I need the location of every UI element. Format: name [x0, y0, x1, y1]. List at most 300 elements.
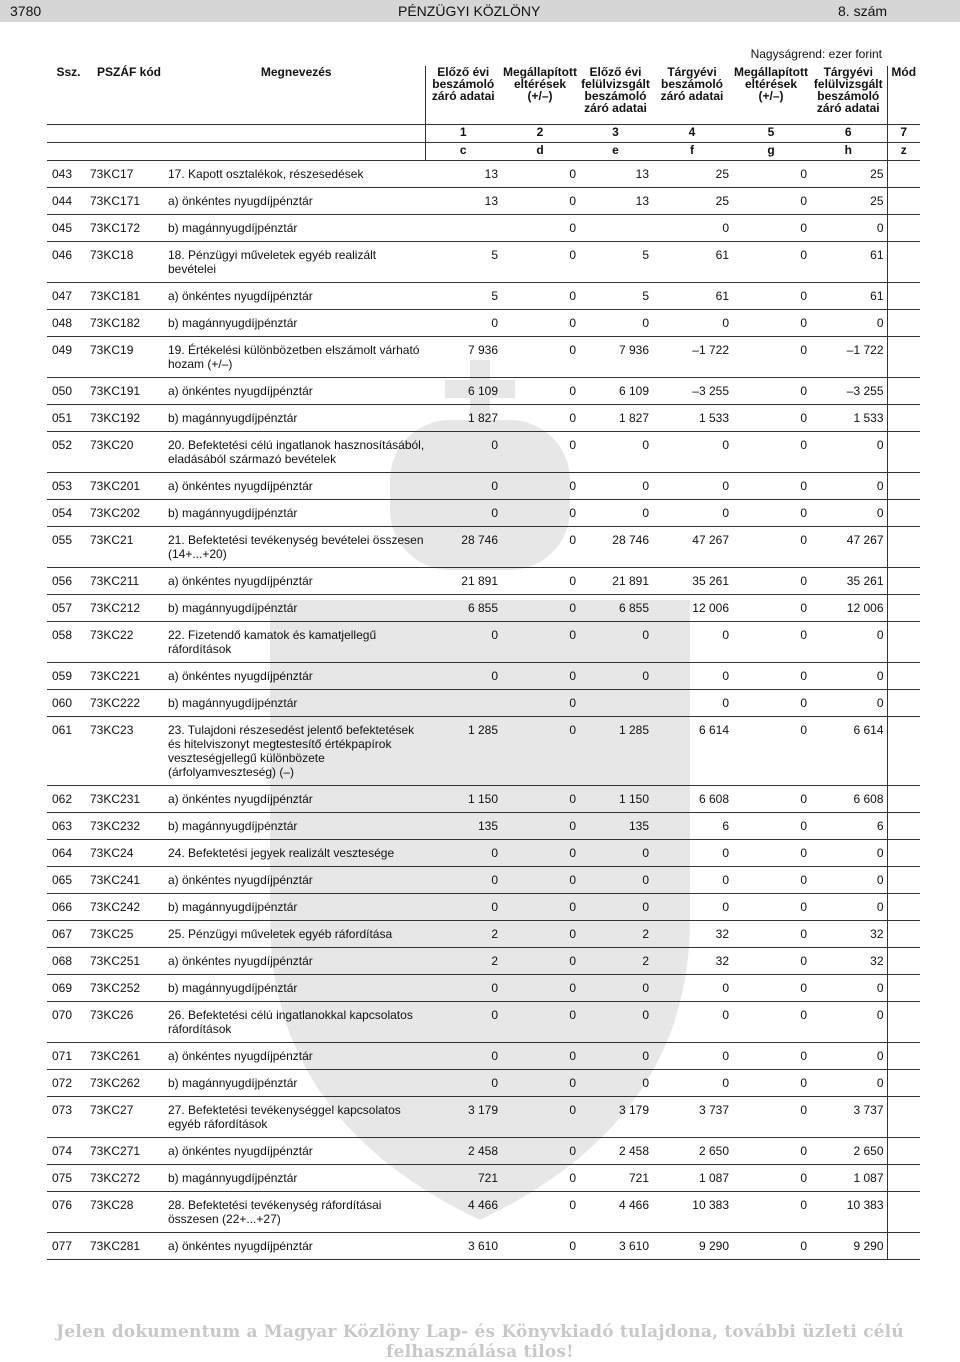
cell-d: 0 [501, 1165, 579, 1192]
cell-f: 10 383 [652, 1192, 732, 1233]
cell-mode [887, 1138, 920, 1165]
cell-e: 3 179 [579, 1097, 652, 1138]
col-number-e: 3 [579, 125, 652, 143]
cell-h: 0 [810, 310, 887, 337]
cell-mode [887, 840, 920, 867]
table-row [47, 663, 920, 690]
cell-c [425, 215, 501, 242]
cell-e: 0 [579, 663, 652, 690]
cell-name: b) magánnyugdíjpénztár [168, 1070, 425, 1097]
col-header-name: Megnevezés [168, 66, 425, 125]
copyright-footer: Jelen dokumentum a Magyar Közlöny Lap- és Könyvkiadó tulajdona, további üzleti célú felhasználása tilos! [56, 1322, 904, 1362]
cell-c: 0 [425, 500, 501, 527]
cell-name: 25. Pénzügyi műveletek egyéb ráfordítása [168, 921, 425, 948]
cell-mode [887, 921, 920, 948]
cell-g: 0 [732, 840, 810, 867]
cell-h: 0 [810, 867, 887, 894]
cell-code: 73KC221 [90, 663, 168, 690]
cell-h: 6 [810, 813, 887, 840]
cell-h: 0 [810, 215, 887, 242]
col-letter-c: c [425, 143, 501, 161]
cell-g: 0 [732, 337, 810, 378]
financial-table [47, 66, 920, 1260]
cell-g: 0 [732, 1138, 810, 1165]
unit-note: Nagyságrend: ezer forint [750, 47, 882, 61]
cell-name: b) magánnyugdíjpénztár [168, 500, 425, 527]
cell-h: 6 614 [810, 717, 887, 786]
cell-ssz: 069 [47, 975, 90, 1002]
cell-c: 135 [425, 813, 501, 840]
cell-ssz: 057 [47, 595, 90, 622]
cell-name: 17. Kapott osztalékok, részesedések [168, 161, 425, 188]
cell-ssz: 046 [47, 242, 90, 283]
cell-h: 1 087 [810, 1165, 887, 1192]
cell-h: 35 261 [810, 568, 887, 595]
cell-e: 0 [579, 1043, 652, 1070]
cell-h: 10 383 [810, 1192, 887, 1233]
cell-f: 61 [652, 283, 732, 310]
cell-c: 0 [425, 840, 501, 867]
cell-code: 73KC232 [90, 813, 168, 840]
cell-code: 73KC17 [90, 161, 168, 188]
header-letter-row [47, 143, 920, 161]
cell-ssz: 051 [47, 405, 90, 432]
cell-f: 0 [652, 840, 732, 867]
cell-code: 73KC201 [90, 473, 168, 500]
cell-name: a) önkéntes nyugdíjpénztár [168, 1043, 425, 1070]
cell-g: 0 [732, 786, 810, 813]
cell-c: 3 179 [425, 1097, 501, 1138]
table-row [47, 215, 920, 242]
cell-g: 0 [732, 500, 810, 527]
cell-e: 1 285 [579, 717, 652, 786]
cell-ssz: 054 [47, 500, 90, 527]
cell-e: 721 [579, 1165, 652, 1192]
cell-d: 0 [501, 867, 579, 894]
cell-d: 0 [501, 975, 579, 1002]
cell-h: 0 [810, 840, 887, 867]
cell-g: 0 [732, 405, 810, 432]
table-row [47, 975, 920, 1002]
cell-f: 0 [652, 622, 732, 663]
cell-c: 0 [425, 622, 501, 663]
cell-c: 0 [425, 310, 501, 337]
cell-e: 2 [579, 948, 652, 975]
cell-name: a) önkéntes nyugdíjpénztár [168, 1138, 425, 1165]
cell-mode [887, 622, 920, 663]
cell-code: 73KC261 [90, 1043, 168, 1070]
cell-e: 0 [579, 310, 652, 337]
cell-code: 73KC212 [90, 595, 168, 622]
cell-f: –3 255 [652, 378, 732, 405]
col-letter-h: h [810, 143, 887, 161]
cell-d: 0 [501, 188, 579, 215]
cell-h: 0 [810, 622, 887, 663]
cell-ssz: 052 [47, 432, 90, 473]
cell-code: 73KC242 [90, 894, 168, 921]
table-row [47, 432, 920, 473]
table-row [47, 310, 920, 337]
cell-code: 73KC21 [90, 527, 168, 568]
cell-g: 0 [732, 283, 810, 310]
cell-name: b) magánnyugdíjpénztár [168, 1165, 425, 1192]
col-header-c: Előző évi beszámoló záró adatai [425, 66, 501, 125]
cell-g: 0 [732, 473, 810, 500]
cell-mode [887, 894, 920, 921]
cell-ssz: 053 [47, 473, 90, 500]
cell-c: 2 [425, 921, 501, 948]
cell-mode [887, 786, 920, 813]
cell-d: 0 [501, 500, 579, 527]
cell-c: 7 936 [425, 337, 501, 378]
table-row [47, 188, 920, 215]
cell-g: 0 [732, 310, 810, 337]
cell-h: 0 [810, 473, 887, 500]
cell-name: b) magánnyugdíjpénztár [168, 595, 425, 622]
cell-h: 0 [810, 1070, 887, 1097]
cell-mode [887, 948, 920, 975]
cell-ssz: 043 [47, 161, 90, 188]
cell-code: 73KC231 [90, 786, 168, 813]
table-row [47, 813, 920, 840]
cell-d: 0 [501, 378, 579, 405]
table-row [47, 527, 920, 568]
table-row [47, 1070, 920, 1097]
cell-c: 5 [425, 242, 501, 283]
cell-code: 73KC272 [90, 1165, 168, 1192]
cell-name: 24. Befektetési jegyek realizált vesztesége [168, 840, 425, 867]
cell-d: 0 [501, 894, 579, 921]
cell-name: b) magánnyugdíjpénztár [168, 215, 425, 242]
cell-f: 0 [652, 894, 732, 921]
cell-name: b) magánnyugdíjpénztár [168, 813, 425, 840]
cell-name: a) önkéntes nyugdíjpénztár [168, 948, 425, 975]
table-row [47, 242, 920, 283]
cell-d: 0 [501, 1138, 579, 1165]
cell-mode [887, 405, 920, 432]
cell-d: 0 [501, 1002, 579, 1043]
cell-h: 6 608 [810, 786, 887, 813]
cell-code: 73KC27 [90, 1097, 168, 1138]
cell-code: 73KC252 [90, 975, 168, 1002]
cell-e: 0 [579, 473, 652, 500]
table-row [47, 948, 920, 975]
table-row [47, 867, 920, 894]
cell-g: 0 [732, 717, 810, 786]
cell-h: 32 [810, 921, 887, 948]
cell-ssz: 076 [47, 1192, 90, 1233]
cell-d: 0 [501, 921, 579, 948]
cell-mode [887, 310, 920, 337]
cell-g: 0 [732, 921, 810, 948]
cell-name: b) magánnyugdíjpénztár [168, 894, 425, 921]
cell-e: 13 [579, 188, 652, 215]
cell-g: 0 [732, 1233, 810, 1260]
cell-ssz: 071 [47, 1043, 90, 1070]
cell-mode [887, 188, 920, 215]
cell-ssz: 060 [47, 690, 90, 717]
col-header-mode: Mód [887, 66, 920, 125]
cell-mode [887, 1002, 920, 1043]
page-header-bar [0, 0, 960, 22]
cell-c: 28 746 [425, 527, 501, 568]
cell-code: 73KC28 [90, 1192, 168, 1233]
table-row [47, 840, 920, 867]
cell-f: 0 [652, 215, 732, 242]
cell-code: 73KC271 [90, 1138, 168, 1165]
cell-name: b) magánnyugdíjpénztár [168, 975, 425, 1002]
cell-d: 0 [501, 527, 579, 568]
cell-ssz: 048 [47, 310, 90, 337]
cell-mode [887, 378, 920, 405]
col-number-mode: 7 [887, 125, 920, 143]
cell-c: 1 285 [425, 717, 501, 786]
col-header-pszaf-code: PSZÁF kód [90, 66, 168, 125]
cell-ssz: 075 [47, 1165, 90, 1192]
col-number-d: 2 [501, 125, 579, 143]
cell-d: 0 [501, 337, 579, 378]
cell-name: a) önkéntes nyugdíjpénztár [168, 568, 425, 595]
cell-ssz: 045 [47, 215, 90, 242]
col-number-h: 6 [810, 125, 887, 143]
cell-d: 0 [501, 813, 579, 840]
cell-c: 0 [425, 432, 501, 473]
cell-ssz: 065 [47, 867, 90, 894]
cell-mode [887, 215, 920, 242]
header-title-row [47, 66, 920, 125]
cell-g: 0 [732, 215, 810, 242]
cell-g: 0 [732, 1192, 810, 1233]
cell-name: 22. Fizetendő kamatok és kamatjellegű ráfordítások [168, 622, 425, 663]
cell-d: 0 [501, 948, 579, 975]
col-header-f: Tárgyévi beszámoló záró adatai [652, 66, 732, 125]
cell-ssz: 058 [47, 622, 90, 663]
cell-e: 0 [579, 867, 652, 894]
cell-code: 73KC171 [90, 188, 168, 215]
cell-g: 0 [732, 1165, 810, 1192]
cell-f: 6 [652, 813, 732, 840]
cell-ssz: 072 [47, 1070, 90, 1097]
cell-e: 0 [579, 1070, 652, 1097]
cell-g: 0 [732, 595, 810, 622]
cell-d: 0 [501, 840, 579, 867]
cell-c: 4 466 [425, 1192, 501, 1233]
cell-mode [887, 432, 920, 473]
cell-code: 73KC22 [90, 622, 168, 663]
cell-g: 0 [732, 948, 810, 975]
cell-e: 0 [579, 894, 652, 921]
cell-code: 73KC24 [90, 840, 168, 867]
cell-c: 21 891 [425, 568, 501, 595]
cell-h: 1 533 [810, 405, 887, 432]
cell-d: 0 [501, 568, 579, 595]
col-letter-g: g [732, 143, 810, 161]
cell-name: 28. Befektetési tevékenység ráfordításai összesen (22+...+27) [168, 1192, 425, 1233]
cell-h: 0 [810, 500, 887, 527]
table-row [47, 1165, 920, 1192]
cell-code: 73KC211 [90, 568, 168, 595]
cell-d: 0 [501, 1097, 579, 1138]
cell-name: a) önkéntes nyugdíjpénztár [168, 1233, 425, 1260]
cell-name: a) önkéntes nyugdíjpénztár [168, 188, 425, 215]
cell-code: 73KC191 [90, 378, 168, 405]
cell-c: 0 [425, 867, 501, 894]
cell-ssz: 061 [47, 717, 90, 786]
cell-mode [887, 242, 920, 283]
table-row [47, 921, 920, 948]
cell-h: 3 737 [810, 1097, 887, 1138]
cell-name: a) önkéntes nyugdíjpénztár [168, 283, 425, 310]
cell-e: 1 150 [579, 786, 652, 813]
cell-mode [887, 867, 920, 894]
cell-c: 0 [425, 663, 501, 690]
cell-mode [887, 1043, 920, 1070]
cell-ssz: 074 [47, 1138, 90, 1165]
cell-c: 6 109 [425, 378, 501, 405]
cell-e: 0 [579, 840, 652, 867]
col-letter-d: d [501, 143, 579, 161]
cell-mode [887, 1192, 920, 1233]
col-number-f: 4 [652, 125, 732, 143]
cell-ssz: 066 [47, 894, 90, 921]
cell-h: 0 [810, 663, 887, 690]
cell-name: b) magánnyugdíjpénztár [168, 310, 425, 337]
cell-g: 0 [732, 188, 810, 215]
cell-mode [887, 1070, 920, 1097]
table-row [47, 894, 920, 921]
cell-ssz: 059 [47, 663, 90, 690]
cell-c: 13 [425, 188, 501, 215]
cell-name: a) önkéntes nyugdíjpénztár [168, 473, 425, 500]
table-row [47, 378, 920, 405]
cell-e: 13 [579, 161, 652, 188]
header-number-row [47, 125, 920, 143]
cell-code: 73KC172 [90, 215, 168, 242]
cell-h: 0 [810, 432, 887, 473]
cell-mode [887, 161, 920, 188]
cell-c: 2 [425, 948, 501, 975]
cell-mode [887, 500, 920, 527]
table-row [47, 622, 920, 663]
cell-c: 0 [425, 1043, 501, 1070]
cell-d: 0 [501, 717, 579, 786]
cell-f: 0 [652, 1043, 732, 1070]
cell-f: 6 614 [652, 717, 732, 786]
table-row [47, 161, 920, 188]
cell-f: –1 722 [652, 337, 732, 378]
cell-c: 1 150 [425, 786, 501, 813]
col-letter-f: f [652, 143, 732, 161]
cell-g: 0 [732, 161, 810, 188]
cell-f: 0 [652, 310, 732, 337]
cell-code: 73KC202 [90, 500, 168, 527]
cell-d: 0 [501, 405, 579, 432]
cell-ssz: 062 [47, 786, 90, 813]
cell-c: 721 [425, 1165, 501, 1192]
cell-c: 0 [425, 1002, 501, 1043]
cell-h: 0 [810, 1002, 887, 1043]
cell-code: 73KC18 [90, 242, 168, 283]
cell-name: 26. Befektetési célú ingatlanokkal kapcsolatos ráfordítások [168, 1002, 425, 1043]
cell-code: 73KC281 [90, 1233, 168, 1260]
cell-c: 6 855 [425, 595, 501, 622]
cell-e: 0 [579, 975, 652, 1002]
cell-e: 0 [579, 432, 652, 473]
cell-ssz: 067 [47, 921, 90, 948]
cell-mode [887, 1097, 920, 1138]
table-row [47, 717, 920, 786]
cell-e: 4 466 [579, 1192, 652, 1233]
table-row [47, 1002, 920, 1043]
cell-g: 0 [732, 867, 810, 894]
cell-c: 2 458 [425, 1138, 501, 1165]
cell-code: 73KC19 [90, 337, 168, 378]
cell-e: 0 [579, 1002, 652, 1043]
table-row [47, 786, 920, 813]
cell-code: 73KC23 [90, 717, 168, 786]
cell-h: 9 290 [810, 1233, 887, 1260]
page-number: 3780 [10, 3, 42, 19]
cell-d: 0 [501, 1070, 579, 1097]
cell-h: 61 [810, 242, 887, 283]
cell-d: 0 [501, 283, 579, 310]
cell-h: –1 722 [810, 337, 887, 378]
cell-g: 0 [732, 242, 810, 283]
table-row [47, 1138, 920, 1165]
cell-name: 19. Értékelési különbözetben elszámolt várható hozam (+/–) [168, 337, 425, 378]
cell-name: b) magánnyugdíjpénztár [168, 405, 425, 432]
cell-h: 0 [810, 1043, 887, 1070]
cell-d: 0 [501, 595, 579, 622]
cell-h: 47 267 [810, 527, 887, 568]
cell-ssz: 063 [47, 813, 90, 840]
cell-g: 0 [732, 813, 810, 840]
cell-g: 0 [732, 663, 810, 690]
cell-g: 0 [732, 1070, 810, 1097]
cell-mode [887, 690, 920, 717]
cell-mode [887, 337, 920, 378]
col-number-g: 5 [732, 125, 810, 143]
cell-d: 0 [501, 473, 579, 500]
cell-f: 25 [652, 161, 732, 188]
cell-d: 0 [501, 161, 579, 188]
cell-d: 0 [501, 242, 579, 283]
cell-d: 0 [501, 215, 579, 242]
cell-e: 1 827 [579, 405, 652, 432]
cell-f: 12 006 [652, 595, 732, 622]
cell-f: 25 [652, 188, 732, 215]
cell-mode [887, 717, 920, 786]
table-row [47, 500, 920, 527]
cell-f: 35 261 [652, 568, 732, 595]
cell-g: 0 [732, 1043, 810, 1070]
cell-f: 0 [652, 1002, 732, 1043]
table-row [47, 595, 920, 622]
cell-code: 73KC181 [90, 283, 168, 310]
cell-mode [887, 975, 920, 1002]
cell-code: 73KC262 [90, 1070, 168, 1097]
cell-name: 27. Befektetési tevékenységgel kapcsolatos egyéb ráfordítások [168, 1097, 425, 1138]
cell-name: a) önkéntes nyugdíjpénztár [168, 786, 425, 813]
cell-code: 73KC222 [90, 690, 168, 717]
cell-mode [887, 283, 920, 310]
table-row [47, 473, 920, 500]
cell-f: 61 [652, 242, 732, 283]
cell-f: 0 [652, 690, 732, 717]
col-header-e: Előző évi felülvizsgált beszámoló záró adatai [579, 66, 652, 125]
cell-g: 0 [732, 975, 810, 1002]
cell-d: 0 [501, 432, 579, 473]
